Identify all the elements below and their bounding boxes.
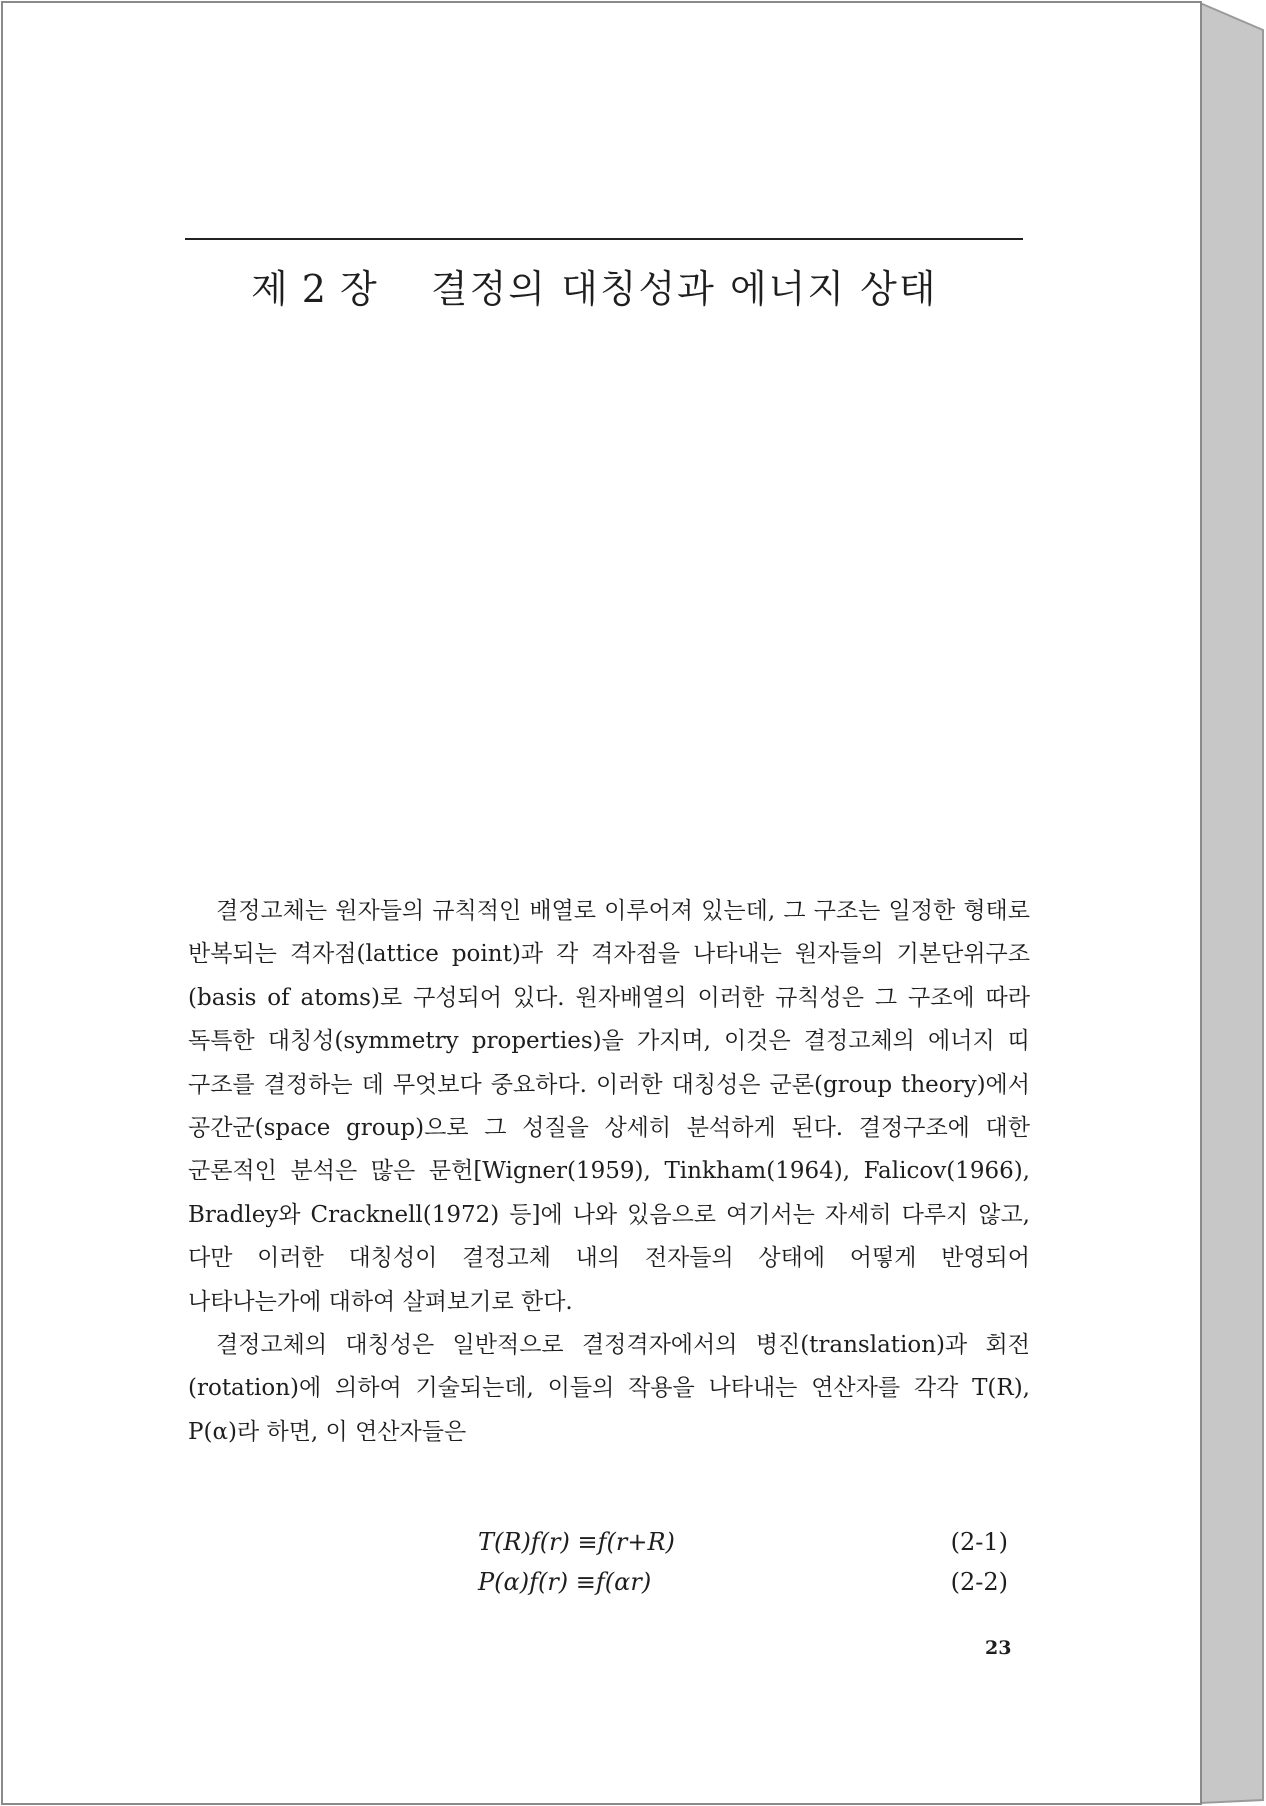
equation-number: (2-2) [950,1568,1008,1596]
chapter-heading [185,258,1023,313]
equation-2-1 [188,1528,1008,1568]
equation-number: (2-1) [950,1528,1008,1556]
page-number: 23 [985,1637,1012,1659]
equation-expression: P(α)f(r) ≡f(αr) [478,1568,652,1596]
equation-expression: T(R)f(r) ≡f(r+R) [478,1528,675,1556]
paragraph-2: 결정고체의 대칭성은 일반적으로 결정격자에서의 병진(translation)과 회전(rotation)에 의하여 기술되는데, 이들의 작용을 나타내는 연산자를 각각 T(R), P(α)라 하면, 이 연산자들은 [188,1332,1030,1445]
equation-2-2 [188,1568,1008,1608]
body-text [188,890,1030,1454]
chapter-rule [185,238,1023,240]
paragraph-1: 결정고체는 원자들의 규칙적인 배열로 이루어져 있는데, 그 구조는 일정한 형태로 반복되는 격자점(lattice point)과 각 격자점을 나타내는 원자들의 기본단위구조(basis of atoms)로 구성되어 있다. 원자배열의 이러한 규칙성은 그 구조에 따라 독특한 대칭성(symmetry properties)을 가지며, 이것은 결정고체의 에너지 띠 구조를 결정하는 데 무엇보다 중요하다. 이러한 대칭성은 군론(group theory)에서 공간군(space group)으로 그 성질을 상세히 분석하게 된다. 결정구조에 대한 군론적인 분석은 많은 문헌[Wigner(1959), Tinkham(1964), Falicov(1966), Bradley와 Cracknell(1972) 등]에 나와 있음으로 여기서는 자세히 다루지 않고, 다만 이러한 대칭성이 결정고체 내의 전자들의 상태에 어떻게 반영되어 나타나는가에 대하여 살펴보기로 한다. [188,898,1030,1315]
chapter-title: 결정의 대칭성과 에너지 상태 [430,267,938,311]
chapter-number: 제 2 장 [251,267,378,311]
